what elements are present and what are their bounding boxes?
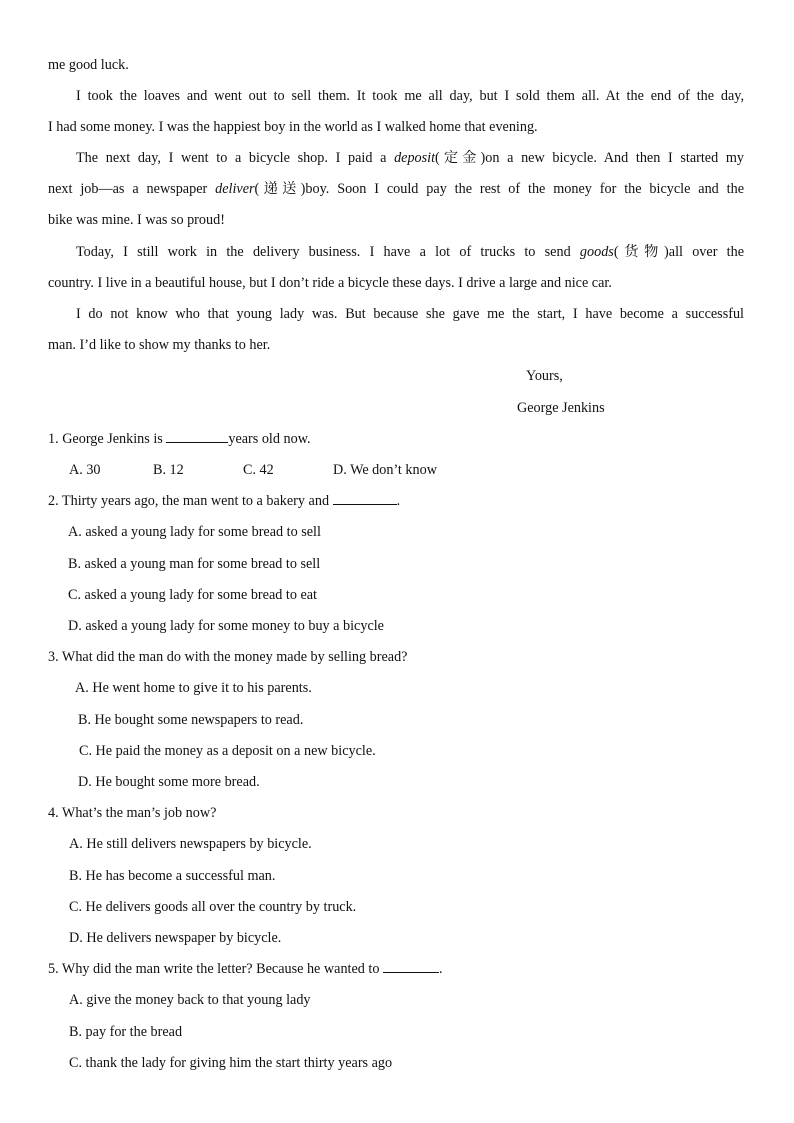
option: A. give the money back to that young lady (69, 992, 311, 1008)
option: C. asked a young lady for some bread to eat (68, 587, 317, 603)
letter-line: country. I live in a beautiful house, but I don’t ride a bicycle these days. I drive a large and nice car. (48, 275, 612, 291)
option: C. He delivers goods all over the country by truck. (69, 899, 357, 915)
option: C. He paid the money as a deposit on a new bicycle. (79, 743, 376, 759)
option: D. asked a young lady for some money to buy a bicycle (68, 618, 384, 634)
text-run: (定金)on a new bicycle. And then I started my (435, 150, 744, 166)
letter-line: I took the loaves and went out to sell them. It took me all day, but I sold them all. At the end of the day, (76, 88, 744, 104)
text-run: Today, I still work in the delivery business. I have a lot of trucks to send (76, 244, 580, 260)
option: B. pay for the bread (69, 1024, 183, 1040)
letter-line: I had some money. I was the happiest boy in the world as I walked home that evening. (48, 119, 538, 135)
letter-closing: Yours, (526, 368, 563, 384)
option: D. We don’t know (333, 462, 437, 478)
letter-signature: George Jenkins (517, 400, 605, 416)
option: A. He still delivers newspapers by bicycle. (69, 836, 312, 852)
text-run: next job—as a newspaper (48, 181, 216, 197)
option: A. 30 (69, 462, 101, 478)
question-stem: 3. What did the man do with the money made by selling bread? (48, 649, 408, 665)
question-stem: 2. Thirty years ago, the man went to a bakery and . (48, 493, 401, 509)
letter-line: bike was mine. I was so proud! (48, 212, 225, 228)
vocab-word: deliver (215, 181, 255, 197)
vocab-word: goods (579, 244, 614, 260)
question-stem: 1. George Jenkins is years old now. (48, 431, 311, 447)
option: C. 42 (243, 462, 274, 478)
option: A. asked a young lady for some bread to sell (68, 524, 321, 540)
text-run: (货物)all over the (613, 244, 745, 260)
option: C. thank the lady for giving him the start thirty years ago (69, 1055, 393, 1071)
vocab-word: deposit (394, 150, 436, 166)
text-run: The next day, I went to a bicycle shop. I paid a (76, 150, 395, 166)
option: A. He went home to give it to his parents. (75, 680, 312, 696)
letter-line (48, 180, 744, 198)
letter-line: me good luck. (48, 57, 129, 73)
answer-blank (333, 492, 397, 505)
option: B. He bought some newspapers to read. (78, 712, 304, 728)
letter-line: man. I’d like to show my thanks to her. (48, 337, 271, 353)
text-run: (递送)boy. Soon I could pay the rest of the money for the bicycle and the (254, 181, 744, 197)
option: B. asked a young man for some bread to sell (68, 556, 321, 572)
option: B. 12 (153, 462, 184, 478)
option: D. He delivers newspaper by bicycle. (69, 930, 282, 946)
letter-line (76, 149, 744, 167)
answer-blank (383, 960, 439, 973)
option: B. He has become a successful man. (69, 868, 276, 884)
answer-blank (166, 430, 228, 443)
question-stem: 4. What’s the man’s job now? (48, 805, 217, 821)
option: D. He bought some more bread. (78, 774, 260, 790)
question-stem: 5. Why did the man write the letter? Because he wanted to . (48, 961, 443, 977)
letter-line: I do not know who that young lady was. But because she gave me the start, I have become a successful (76, 306, 744, 322)
letter-line (76, 243, 744, 261)
